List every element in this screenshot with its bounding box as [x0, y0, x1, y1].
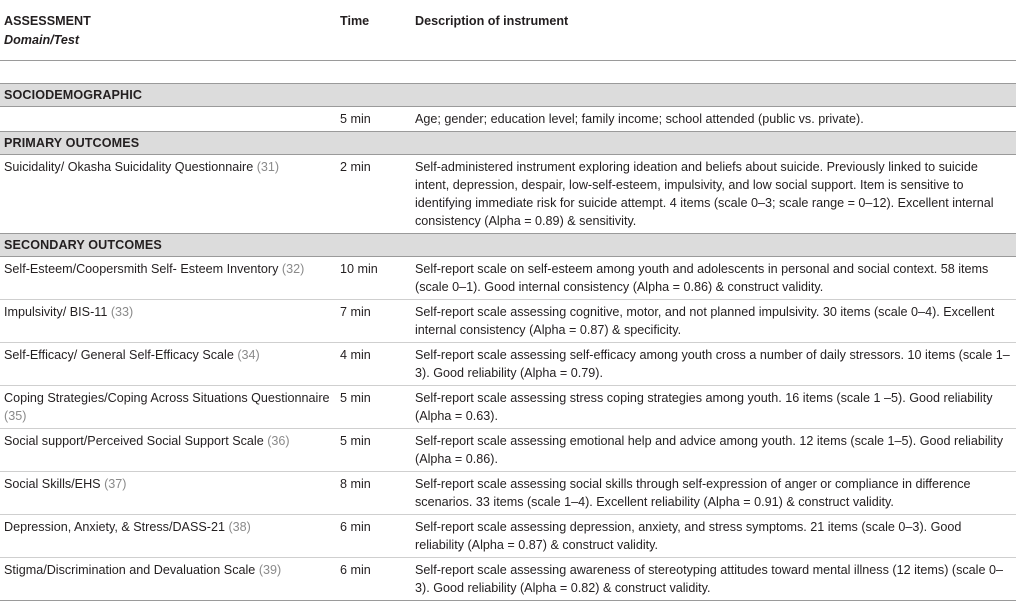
- description-cell: Self-report scale assessing cognitive, motor, and not planned impulsivity. 30 items (scale 0–4). Excellent internal consistency (Alpha = 0.87) & specificity.: [415, 300, 1016, 343]
- section-secondary-outcomes: [0, 234, 1016, 257]
- table-row: [0, 107, 1016, 132]
- header-domain-test-label: Domain/Test: [4, 33, 80, 47]
- time-cell: 6 min: [340, 515, 415, 558]
- description-cell: Self-report scale assessing social skills through self-expression of anger or compliance in difference scenarios. 33 items (scale 1–4). Excellent reliability (Alpha = 0.91) & construct validity.: [415, 472, 1016, 515]
- table-row: [0, 155, 1016, 234]
- time-cell: 10 min: [340, 262, 378, 276]
- description-cell: Self-administered instrument exploring ideation and beliefs about suicide. Previously linked to suicide intent, depression, despair, low-self-esteem, impulsivity, and low social support. Item is sensitive to identifying immediate risk for suicide attempt. 4 items (scale 0–3; scale range = 0–12). Excellent internal consistency (Alpha = 0.89) & sensitivity.: [415, 160, 994, 228]
- time-cell: 8 min: [340, 472, 415, 515]
- reference-link[interactable]: (39): [258, 563, 282, 577]
- reference-link[interactable]: (34): [237, 348, 260, 362]
- description-cell: Age; gender; education level; family income; school attended (public vs. private).: [415, 112, 864, 126]
- test-cell: [0, 558, 340, 601]
- time-cell: 5 min: [340, 429, 415, 472]
- time-cell: 2 min: [340, 160, 371, 174]
- test-name: Stigma/Discrimination and Devaluation Scale: [4, 563, 256, 577]
- time-cell: 4 min: [340, 343, 415, 386]
- time-cell: 7 min: [340, 300, 415, 343]
- section-sociodemographic: [0, 84, 1016, 107]
- reference-link[interactable]: (37): [104, 477, 127, 491]
- section-primary-outcomes: [0, 132, 1016, 155]
- table-row: [0, 558, 1016, 601]
- test-name: Social support/Perceived Social Support Scale: [4, 434, 264, 448]
- section-title: PRIMARY OUTCOMES: [0, 132, 1016, 155]
- test-cell: [0, 155, 340, 234]
- test-cell: [0, 386, 340, 429]
- test-cell: [0, 300, 340, 343]
- test-name: Social Skills/EHS: [4, 477, 101, 491]
- description-cell: Self-report scale assessing self-efficacy among youth cross a number of daily stressors. 10 items (scale 1–3). Good reliability (Alpha = 0.79).: [415, 343, 1016, 386]
- test-name: Self-Esteem/Coopersmith Self- Esteem Inventory: [4, 262, 279, 276]
- test-cell: [0, 107, 340, 132]
- test-cell: [0, 257, 340, 300]
- header-spacer: [0, 61, 1016, 84]
- table-row: [0, 257, 1016, 300]
- table-row: [0, 386, 1016, 429]
- header-assessment: [0, 0, 340, 61]
- table-row: [0, 515, 1016, 558]
- reference-link[interactable]: (36): [267, 434, 290, 448]
- time-cell: 6 min: [340, 558, 415, 601]
- test-name: Self-Efficacy/ General Self-Efficacy Scale: [4, 348, 234, 362]
- header-description: Description of instrument: [415, 0, 1016, 61]
- time-cell: 5 min: [340, 386, 415, 429]
- description-cell: Self-report scale assessing stress coping strategies among youth. 16 items (scale 1 –5). Good reliability (Alpha = 0.63).: [415, 386, 1016, 429]
- description-cell: Self-report scale assessing awareness of stereotyping attitudes toward mental illness (12 items) (scale 0–3). Good reliability (Alpha = 0.82) & construct validity.: [415, 558, 1016, 601]
- test-cell: [0, 429, 340, 472]
- section-title: SECONDARY OUTCOMES: [0, 234, 1016, 257]
- test-name: Depression, Anxiety, & Stress/DASS-21: [4, 520, 225, 534]
- test-cell: [0, 343, 340, 386]
- reference-link[interactable]: (38): [228, 520, 251, 534]
- header-assessment-label: ASSESSMENT: [4, 14, 91, 28]
- description-cell: Self-report scale assessing emotional help and advice among youth. 12 items (scale 1–5). Good reliability (Alpha = 0.86).: [415, 429, 1016, 472]
- description-cell: Self-report scale assessing depression, anxiety, and stress symptoms. 21 items (scale 0–3). Good reliability (Alpha = 0.87) & construct validity.: [415, 515, 1016, 558]
- reference-link[interactable]: (33): [110, 305, 134, 319]
- test-cell: [0, 472, 340, 515]
- time-cell: 5 min: [340, 112, 371, 126]
- reference-link[interactable]: (32): [281, 262, 305, 276]
- test-name: Impulsivity/ BIS-11: [4, 305, 108, 319]
- description-cell: Self-report scale on self-esteem among youth and adolescents in personal and social context. 58 items (scale 0–1). Good internal consistency (Alpha = 0.86) & construct validity.: [415, 262, 989, 294]
- table-row: [0, 300, 1016, 343]
- section-title: SOCIODEMOGRAPHIC: [0, 84, 1016, 107]
- table-header-row: [0, 0, 1016, 61]
- table-row: [0, 343, 1016, 386]
- table-row: [0, 429, 1016, 472]
- reference-link[interactable]: (31): [256, 160, 280, 174]
- header-time: Time: [340, 0, 415, 61]
- reference-link[interactable]: (35): [4, 409, 27, 423]
- test-name: Suicidality/ Okasha Suicidality Questionnaire: [4, 160, 254, 174]
- table-row: [0, 472, 1016, 515]
- test-name: Coping Strategies/Coping Across Situations Questionnaire: [4, 391, 330, 405]
- test-cell: [0, 515, 340, 558]
